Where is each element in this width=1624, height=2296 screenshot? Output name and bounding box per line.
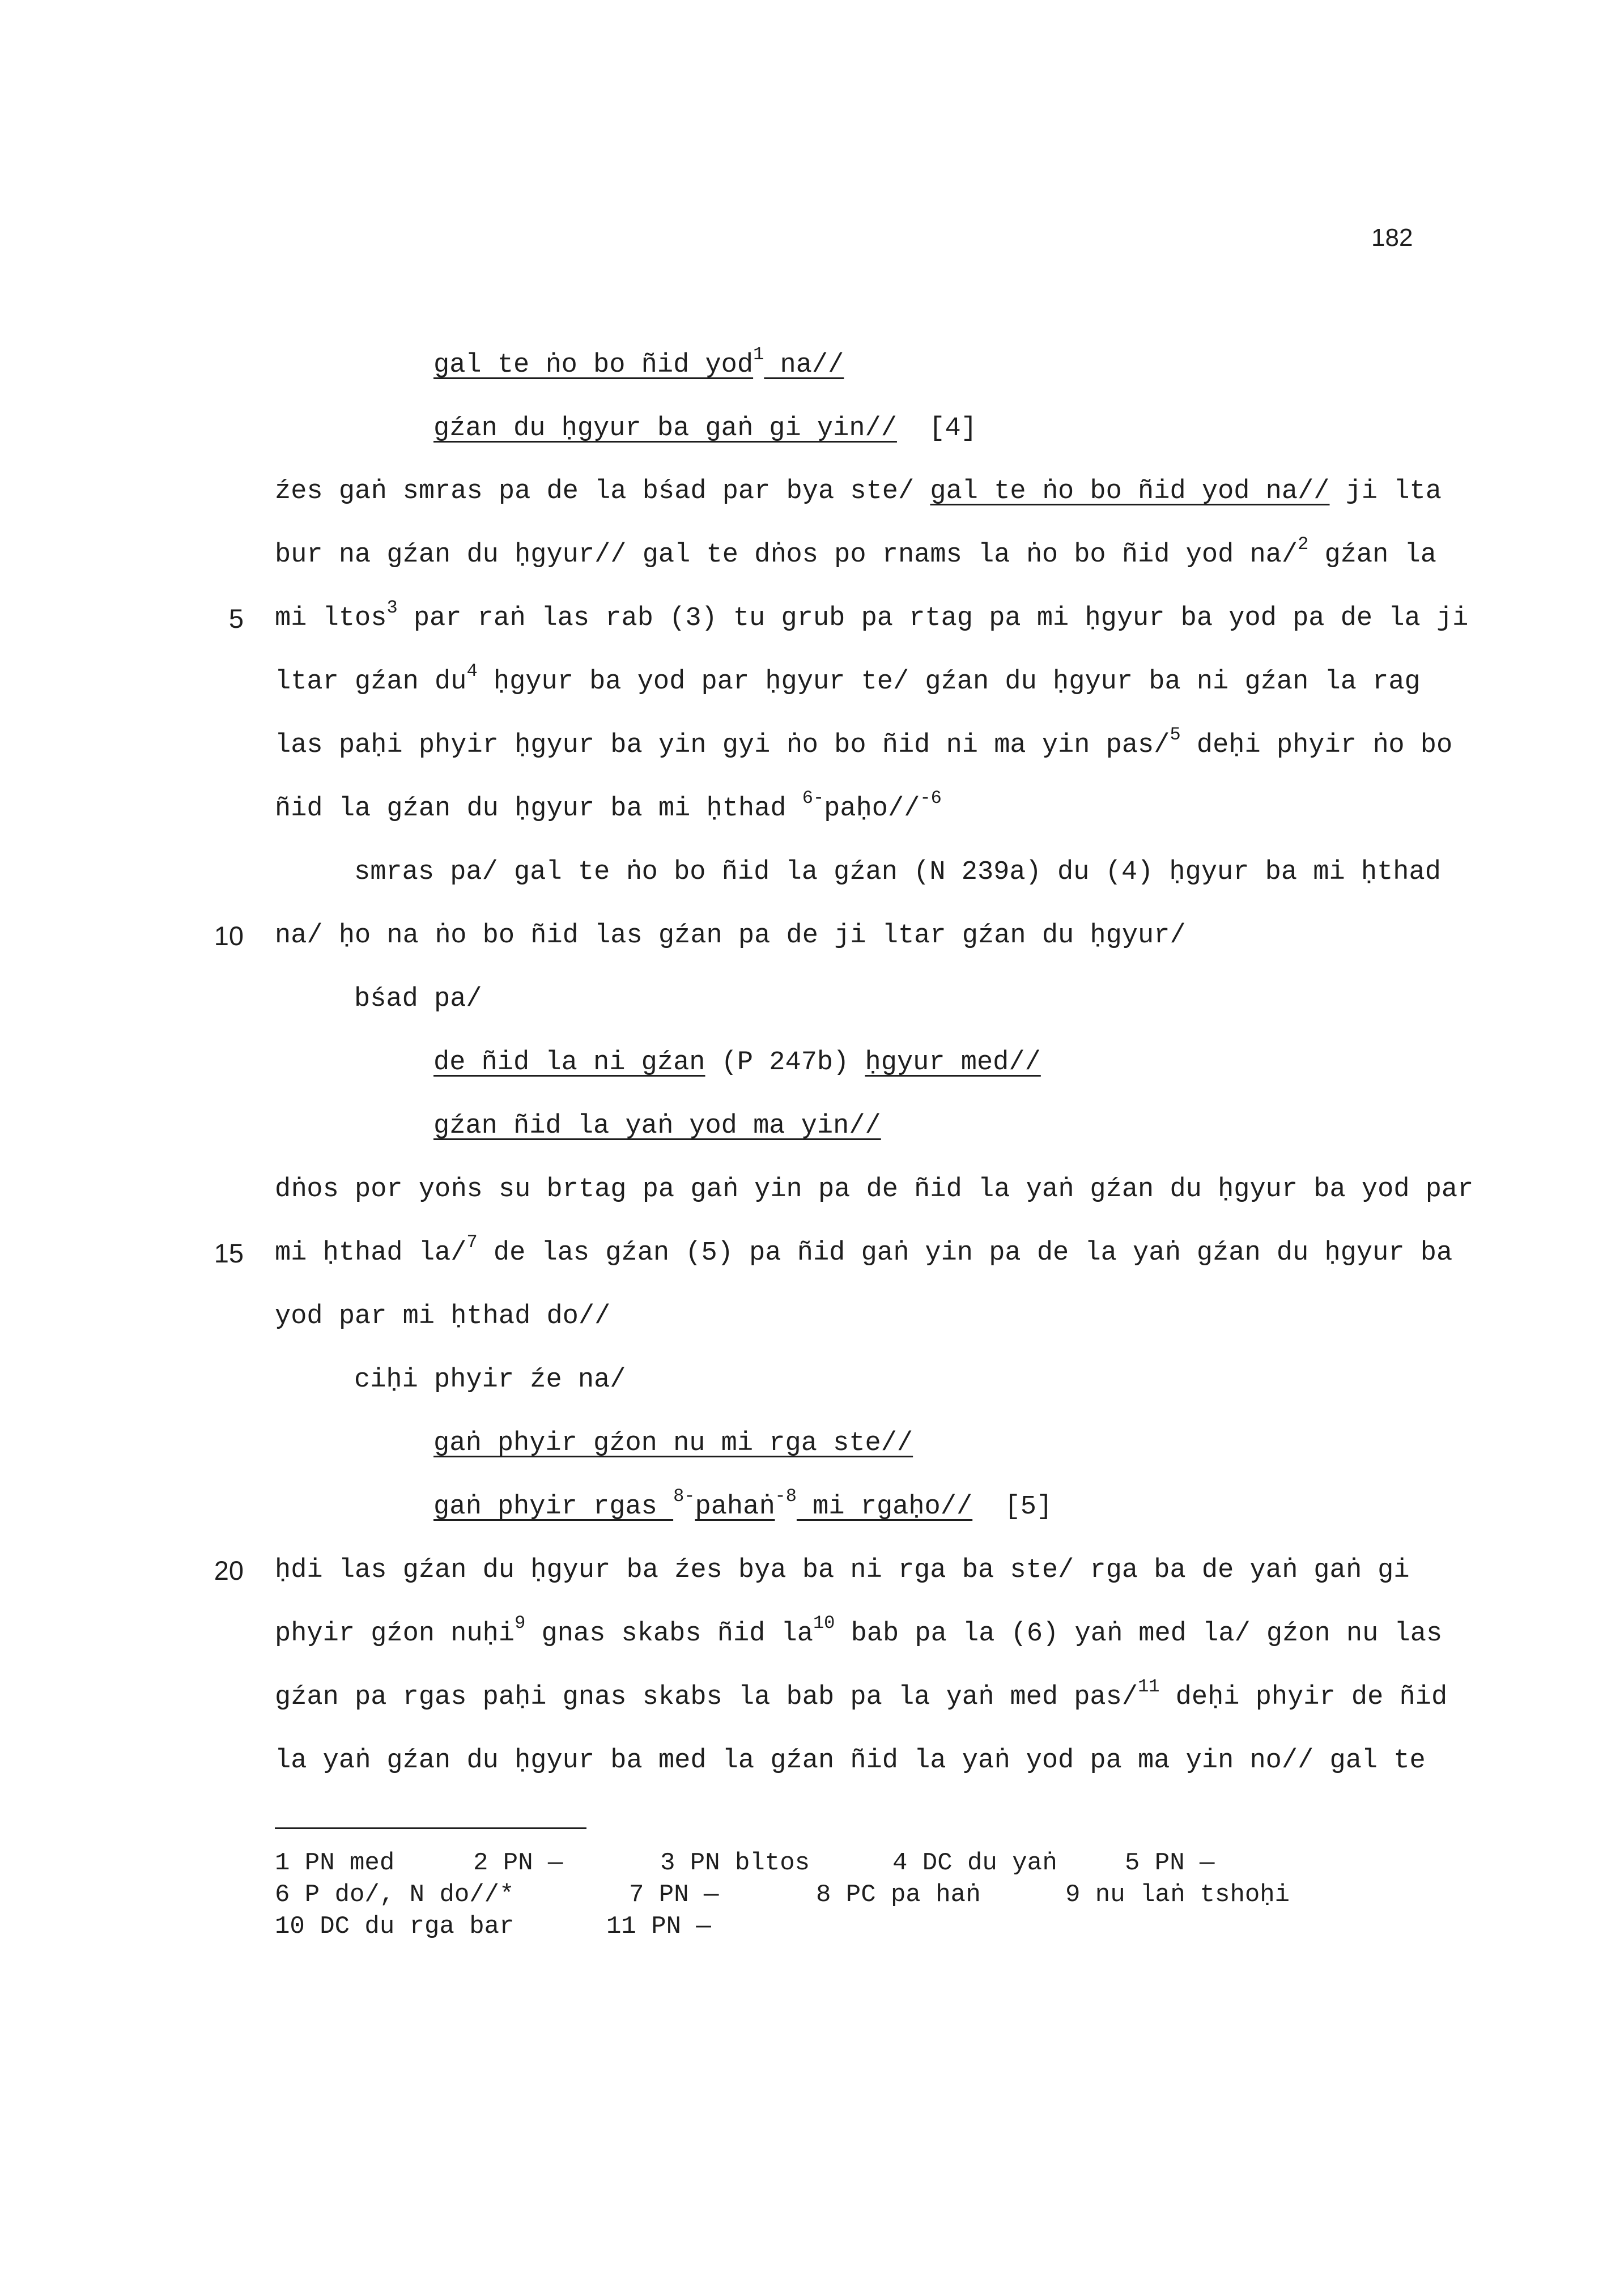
commentary-text: gźan pa rgas paḥi gnas skabs la bab pa la yaṅ med pas/ — [275, 1682, 1138, 1712]
commentary-text: ciḥi phyir źe na/ — [354, 1365, 626, 1395]
footnote-marker: 9 — [515, 1613, 526, 1634]
verse-text: gaṅ phyir rgas — [433, 1492, 674, 1522]
commentary-text: (P 247b) — [705, 1048, 865, 1078]
footnote: 1 PN med — [275, 1849, 395, 1877]
text-line — [275, 788, 942, 828]
page-number: 182 — [1371, 224, 1413, 252]
verse-text: ḥgyur med// — [865, 1048, 1041, 1078]
text-line — [275, 534, 1436, 574]
footnote-marker: 3 — [386, 597, 398, 618]
commentary-text: par raṅ las rab (3) tu grub pa rtag pa mi ḥgyur ba yod pa de la ji — [397, 603, 1469, 633]
text-line — [354, 1363, 626, 1397]
verse-text: gźan ñid la yaṅ yod ma yin// — [433, 1111, 881, 1141]
commentary-text: deḥi phyir ṅo bo — [1180, 730, 1453, 760]
commentary-text: bab pa la (6) yaṅ med la/ gźon nu las — [835, 1619, 1443, 1649]
text-line — [275, 475, 1442, 509]
footnote: 10 DC du rga bar — [275, 1912, 515, 1941]
text-line — [275, 1173, 1473, 1207]
footnote: 8 PC pa haṅ — [816, 1881, 981, 1909]
footnote: 7 PN — — [629, 1881, 719, 1909]
line-number: 20 — [214, 1555, 244, 1585]
footnote: 2 PN — — [473, 1849, 563, 1877]
commentary-text: na/ ḥo na ṅo bo ñid las gźan pa de ji ltar gźan du ḥgyur/ — [275, 921, 1186, 951]
commentary-text: paḥo// — [824, 794, 920, 824]
verse-text: gźan du ḥgyur ba gaṅ gi yin// — [433, 414, 897, 444]
commentary-text: smras pa/ gal te ṅo bo ñid la gźan (N 239a) du (4) ḥgyur ba mi ḥthad — [354, 857, 1441, 887]
commentary-text: ltar gźan du — [275, 667, 467, 697]
commentary-text: gźan la — [1308, 540, 1436, 570]
commentary-text: dṅos por yoṅs su brtag pa gaṅ yin pa de ñid la yaṅ gźan du ḥgyur ba yod par — [275, 1175, 1474, 1205]
commentary-text: mi ḥthad la/ — [275, 1238, 467, 1268]
verse-text: de ñid la ni gźan — [433, 1048, 705, 1078]
verse-text: mi rgaḥo// — [796, 1492, 973, 1522]
commentary-text: de las gźan (5) pa ñid gaṅ yin pa de la yaṅ gźan du ḥgyur ba — [477, 1238, 1453, 1268]
commentary-text: las paḥi phyir ḥgyur ba yin gyi ṅo bo ñid ni ma yin pas/ — [275, 730, 1170, 760]
text-line — [433, 1109, 881, 1143]
text-line — [275, 919, 1186, 953]
footnote: 9 nu laṅ tshoḥi — [1065, 1881, 1290, 1909]
line-number: 15 — [214, 1238, 244, 1268]
text-line — [275, 1744, 1426, 1778]
text-line — [275, 1554, 1410, 1588]
commentary-text: ji lta — [1329, 477, 1442, 507]
text-line — [433, 1427, 913, 1461]
text-line — [433, 412, 977, 446]
commentary-text: la yaṅ gźan du ḥgyur ba med la gźan ñid la yaṅ yod pa ma yin no// gal te — [275, 1746, 1426, 1776]
text-line — [354, 856, 1441, 890]
commentary-text: bśad pa/ — [354, 984, 482, 1014]
text-line — [275, 1232, 1453, 1272]
footnote: 4 DC du yaṅ — [892, 1849, 1057, 1877]
footnote-marker: 2 — [1298, 534, 1309, 555]
footnote-marker: -8 — [775, 1486, 797, 1507]
commentary-text: źes gaṅ smras pa de la bśad par bya ste/ — [275, 477, 930, 507]
commentary-text: gnas skabs ñid la — [525, 1619, 813, 1649]
footnote-marker: 10 — [813, 1613, 835, 1634]
text-line — [275, 724, 1453, 764]
footnote-marker: 5 — [1170, 724, 1181, 745]
commentary-text: phyir gźon nuḥi — [275, 1619, 515, 1649]
footnote-marker: 8- — [673, 1486, 695, 1507]
commentary-text: ḥgyur ba yod par ḥgyur te/ gźan du ḥgyur ba ni gźan la rag — [477, 667, 1421, 697]
footnote-marker: -6 — [920, 788, 942, 809]
text-line — [433, 1486, 1053, 1526]
text-line — [275, 1676, 1448, 1716]
footnote: 5 PN — — [1125, 1849, 1215, 1877]
line-number: 5 — [228, 603, 244, 633]
text-line — [354, 983, 482, 1017]
commentary-text: ñid la gźan du ḥgyur ba mi ḥthad — [275, 794, 802, 824]
commentary-text: [5] — [972, 1492, 1053, 1522]
footnote: 3 PN bltos — [660, 1849, 810, 1877]
commentary-text: mi ltos — [275, 603, 387, 633]
commentary-text: yod par mi ḥthad do// — [275, 1302, 611, 1332]
text-line — [275, 661, 1421, 701]
commentary-text: [4] — [896, 414, 977, 444]
footnote-divider — [275, 1827, 586, 1829]
text-line — [275, 597, 1469, 637]
verse-text: gaṅ phyir gźon nu mi rga ste// — [433, 1428, 913, 1459]
footnote-marker: 4 — [466, 661, 478, 682]
footnote-marker: 11 — [1138, 1676, 1160, 1697]
verse-text: gal te ṅo bo ñid yod na// — [930, 477, 1330, 507]
footnote: 6 P do/, N do//* — [275, 1881, 515, 1909]
text-line — [433, 1046, 1041, 1080]
text-line — [433, 344, 844, 384]
commentary-text: ḥdi las gźan du ḥgyur ba źes bya ba ni rga ba ste/ rga ba de yaṅ gaṅ gi — [275, 1555, 1410, 1585]
verse-text: na// — [764, 350, 844, 380]
footnote-marker: 7 — [466, 1232, 478, 1253]
footnote: 11 PN — — [606, 1912, 711, 1941]
text-line — [275, 1613, 1443, 1653]
text-line — [275, 1300, 610, 1334]
verse-text: pahaṅ — [695, 1492, 775, 1522]
line-number: 10 — [214, 921, 244, 951]
footnote-marker: 6- — [802, 788, 824, 809]
commentary-text: bur na gźan du ḥgyur// gal te dṅos po rnams la ṅo bo ñid yod na/ — [275, 540, 1298, 570]
footnote-marker: 1 — [753, 344, 764, 365]
verse-text: gal te ṅo bo ñid yod — [433, 350, 754, 380]
commentary-text: deḥi phyir de ñid — [1159, 1682, 1448, 1712]
